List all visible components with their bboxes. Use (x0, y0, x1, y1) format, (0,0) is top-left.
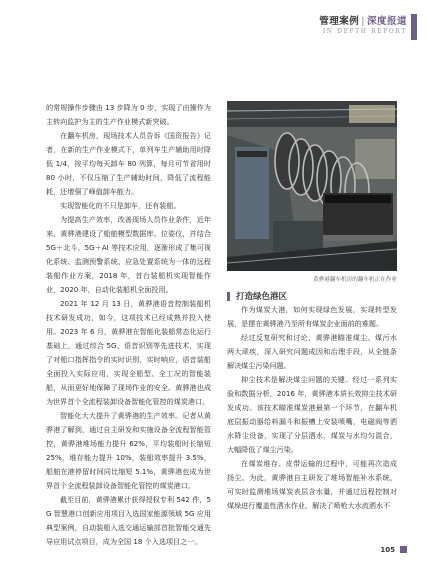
page-number-marker (400, 546, 407, 553)
paragraph: 2021 年 12 月 13 日，黄骅港语音控制装船机技术研发成功，如今，这项技术已经成熟并投入使用。2023 年 6 月，黄骅港在智能化装船常态化运行基础上，通过综合 5G、语音识别等先进技术，实现了对船口指挥指令的实时识别，实时响应，语音装船全面投入实际应用，实现全船型、全工况的智能装船，从而更好地保障了现场作业的安全。黄骅港也成为世界首个全流程装卸设备智能化管控的煤炭港口。 (46, 299, 211, 406)
page-header (319, 16, 407, 42)
title-separator: | (361, 16, 365, 27)
section-title (319, 16, 407, 27)
section-title-right: 深度报道 (366, 16, 407, 27)
paragraph: 智能化大大提升了黄骅港的生产效率。记者从黄骅港了解到，通过自主研发和实施设备全流程智能管控，黄骅港堆场能力提升 62%，平均装船时长缩短 25%，堆存能力提升 10%，装船效率提升 3.5%，船舶在港停留时间同比缩短 5.1%，黄骅港也成为世界首个全流程装卸设备智能化管控的煤炭港口。 (46, 411, 211, 490)
heading-accent-mark (227, 292, 230, 301)
header-accent-bar (411, 14, 417, 40)
page-number: 105 (380, 546, 395, 554)
paragraph: 实现智能化的不只是卸车，还有装船。 (60, 201, 181, 210)
car-dumper-illustration (227, 101, 397, 271)
car-dumper-photo (227, 101, 397, 271)
paragraph: 抑尘技术是解决煤尘问题的关键。经过一系列实验和数据分析，2016 年，黄骅港本质长效抑尘技术研发成功。该技术瞄准煤炭港最第一个环节，在翻车机底层振动器给料漏斗和振槽上安装喷嘴，电磁阀等洒水降尘设备，实现了分层洒水，煤炭与水均匀混合，大幅降低了煤尘污染。 (227, 375, 397, 454)
section-heading-text: 打造绿色港区 (236, 292, 288, 302)
left-text-column (46, 101, 211, 549)
paragraph: 为提高生产效率，改善现场人员作业条件，近年来，黄骅港建设了船舶模型数据库、位姿仪，并结合 5G＋北斗、5G＋AI 等技术应用，逐渐形成了集可视化系统、监测预警系统、应急处置系统为一体的远程装船作业方案，2018 年，首台装船机实现智能作业，2020 年，自动化装船机全面投用。 (46, 215, 211, 294)
section-heading (227, 290, 287, 302)
section-subtitle: IN DEPTH REPORT (322, 28, 407, 35)
section-title-left: 管理案例 (319, 16, 360, 27)
photo-caption: 黄骅港翻车机房的翻车机正在作业 (313, 277, 397, 283)
paragraph: 作为煤炭大港，如何实现绿色发展，实现转型发展，是摆在黄骅港乃至所有煤炭企业面前的难题。 (227, 305, 397, 328)
paragraph: 的常规操作步骤由 13 步降为 0 步，实现了由操作为主转向监护为主的生产作业模式新突破。 (46, 103, 211, 126)
paragraph: 截至目前，黄骅港累计获得授权专利 542 件，5G 智慧港口创新应用项目入选国家能源领域 5G 应用典型案例，自动装船入选交通运输部首批智能交通先导应用试点项目，成为全国 18 个入选项目之一。 (46, 495, 211, 546)
paragraph: 在煤炭堆存、皮带运输的过程中，可能再次造成扬尘。为此，黄骅港自主研发了堆场智能补水系统，可实时监测堆场煤炭表层含水量，并通过远程控制对煤垛进行覆盖性洒水作业，解决了喷枪大水流洒水不 (227, 459, 397, 510)
paragraph: 经过反复研究和讨论，黄骅港瞄准煤尘、煤污水两大顽疾，深入研究问题成因和治理手段，从全链条解决煤尘污染问题。 (227, 333, 397, 370)
paragraph: 在翻车机房，现场技术人员告诉《国资报告》记者，在新的生产作业模式下，单列车生产辅助用时降低 1/4，按平均每天卸车 80 列算，每月可节省用时 80 小时，不仅压缩了生产辅助时间，降低了流程能耗，还增强了峰值卸车能力。 (46, 131, 211, 196)
right-text-column (227, 303, 397, 513)
